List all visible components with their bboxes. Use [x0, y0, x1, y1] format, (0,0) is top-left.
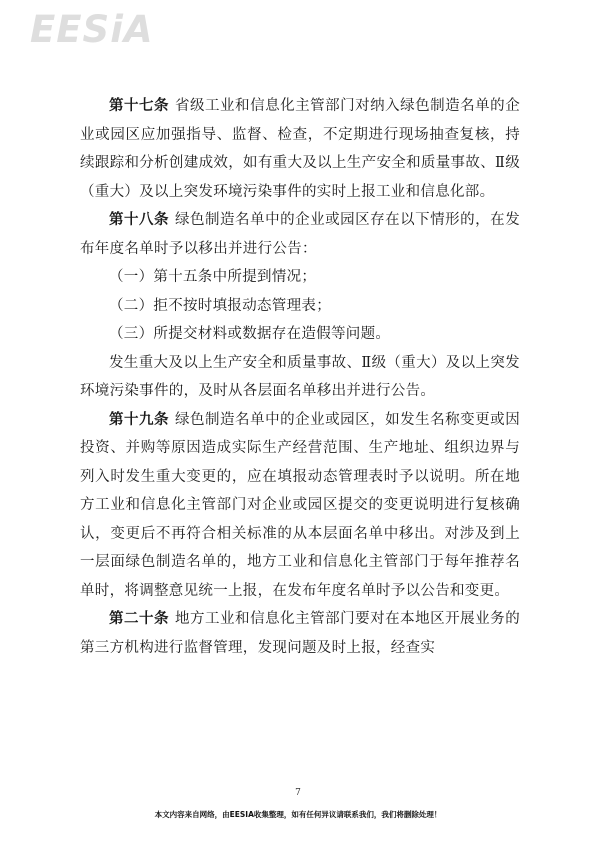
eesia-watermark-logo: EESiA	[30, 8, 154, 51]
list-item-3	[80, 320, 520, 349]
list-item-1	[80, 263, 520, 292]
accident-removal-paragraph	[80, 349, 520, 406]
paragraph-text: 发生重大及以上生产安全和质量事故、Ⅱ级（重大）及以上突发环境污染事件的，及时从各层面名单移出并进行公告。	[80, 354, 520, 399]
article-17-paragraph	[80, 92, 520, 206]
list-item-2	[80, 292, 520, 321]
list-item-text: （一）第十五条中所提到情况；	[109, 269, 317, 285]
article-heading: 第十八条	[109, 211, 170, 228]
article-18-paragraph	[80, 206, 520, 263]
footer-disclaimer: 本文内容来自网络，由EESIA收集整理，如有任何异议请联系我们，我们将删除处理！	[154, 810, 442, 819]
document-body	[80, 92, 520, 662]
article-heading: 第二十条	[109, 610, 170, 627]
article-19-paragraph	[80, 406, 520, 606]
article-heading: 第十七条	[109, 97, 170, 114]
page-number: 7	[295, 788, 301, 798]
article-text: 绿色制造名单中的企业或园区存在以下情形的，在发布年度名单时予以移出并进行公告：	[80, 212, 520, 257]
list-item-text: （二）拒不按时填报动态管理表；	[109, 297, 331, 314]
article-20-paragraph	[80, 605, 520, 662]
article-text: 省级工业和信息化主管部门对纳入绿色制造名单的企业或园区应加强指导、监督、检查，不定期进行现场抽查复核，持续跟踪和分析创建成效，如有重大及以上生产安全和质量事故、Ⅱ级（重大）及以上突发环境污染事件的实时上报工业和信息化部。	[80, 98, 520, 200]
article-text: 绿色制造名单中的企业或园区，如发生名称变更或因投资、并购等原因造成实际生产经营范围、生产地址、组织边界与列入时发生重大变更的，应在填报动态管理表时予以说明。所在地方工业和信息化主管部门对企业或园区提交的变更说明进行复核确认，变更后不再符合相关标准的从本层面名单中移出。对涉及到上一层面绿色制造名单的，地方工业和信息化主管部门于每年推荐名单时，将调整意见统一上报，在发布年度名单时予以公告和变更。	[80, 411, 520, 599]
article-text: 地方工业和信息化主管部门要对在本地区开展业务的第三方机构进行监督管理，发现问题及时上报，经查实	[80, 611, 520, 656]
list-item-text: （三）所提交材料或数据存在造假等问题。	[109, 326, 391, 342]
article-heading: 第十九条	[109, 410, 170, 428]
